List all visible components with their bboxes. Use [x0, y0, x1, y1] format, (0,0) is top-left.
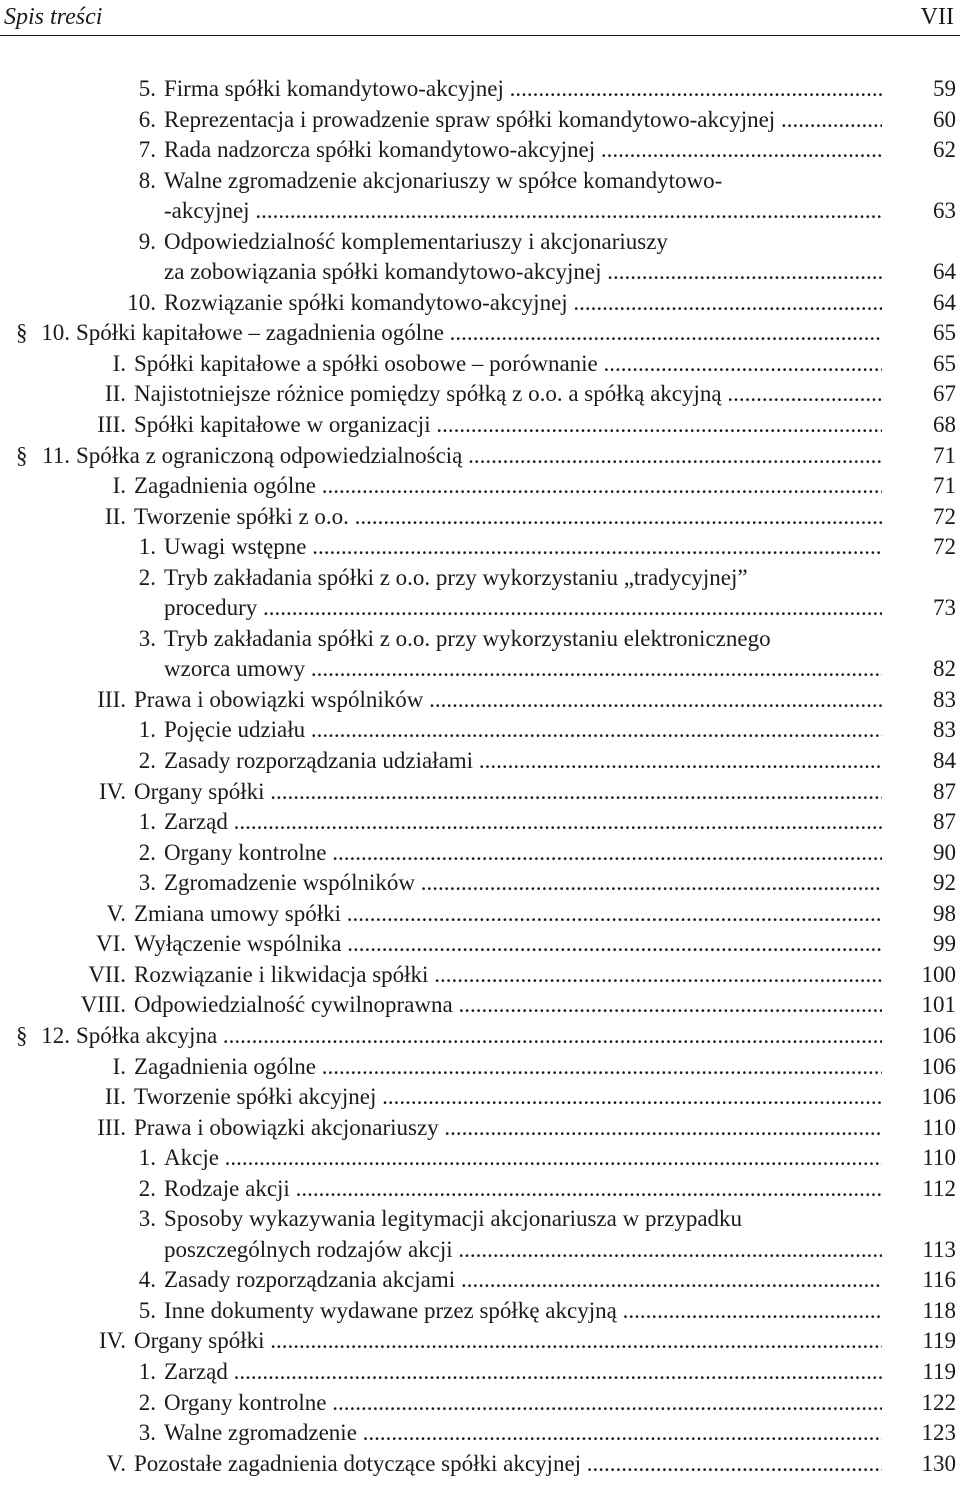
toc-entry-page: 72 [933, 503, 956, 529]
toc-entry-title: Organy spółki ..... [134, 1326, 882, 1357]
toc-entry-line [0, 563, 960, 594]
toc-entry[interactable] [0, 868, 960, 899]
toc-entry-page: 64 [933, 289, 956, 315]
toc-entry-title: Organy kontrolne ..... [164, 838, 882, 869]
toc-entry-line [0, 746, 960, 777]
toc-entry-line [0, 502, 960, 533]
toc-entry-page: 112 [922, 1175, 956, 1201]
toc-entry[interactable] [0, 410, 960, 441]
toc-entry-title: Tryb zakładania spółki z o.o. przy wykorzystaniu „tradycyjnej” [164, 564, 748, 590]
toc-entry[interactable] [0, 1052, 960, 1083]
toc-entry-page: 123 [921, 1420, 956, 1446]
toc-entry-title: Inne dokumenty wydawane przez spółkę akcyjną ..... [164, 1296, 882, 1327]
toc-entry-title: Zarząd ..... [164, 807, 882, 838]
toc-entry-title: Spółki kapitałowe a spółki osobowe – porównanie ..... [134, 349, 882, 380]
toc-entry-title: Prawa i obowiązki wspólników ..... [134, 685, 882, 716]
toc-entry[interactable] [0, 1113, 960, 1144]
section-sign: § [16, 442, 28, 468]
toc-entry-number: 2. [138, 748, 156, 774]
toc-entry[interactable] [0, 1265, 960, 1296]
toc-entry-title: Zasady rozporządzania akcjami ..... [164, 1265, 882, 1296]
toc-entry-number: 11. [42, 442, 70, 468]
toc-entry-title: Uwagi wstępne ..... [164, 532, 882, 563]
toc-entry-number: 1. [138, 809, 156, 835]
toc-entry-page: 64 [933, 259, 956, 285]
toc-entry-number: VII. [88, 961, 126, 987]
toc-entry-line [0, 441, 960, 472]
toc-entry-line [0, 410, 960, 441]
toc-entry[interactable] [0, 1082, 960, 1113]
toc-entry-line [0, 1052, 960, 1083]
toc-entry-title: Walne zgromadzenie ..... [164, 1418, 882, 1449]
toc-entry-number: 5. [138, 76, 156, 101]
toc-entry-line [0, 257, 960, 288]
header-title: Spis treści [4, 4, 103, 30]
toc-entry-number: 1. [138, 1358, 156, 1384]
toc-entry-line [0, 929, 960, 960]
toc-entry-page: 87 [933, 778, 956, 804]
toc-entry[interactable] [0, 288, 960, 319]
toc-entry-title: Organy spółki ..... [134, 777, 882, 808]
toc-entry-title: procedury ..... [164, 593, 882, 624]
toc-entry-title: Akcje ..... [164, 1143, 882, 1174]
toc-entry-title: Odpowiedzialność komplementariuszy i akcjonariuszy [164, 228, 668, 254]
toc-entry-title: Tworzenie spółki z o.o. ..... [134, 502, 882, 533]
toc-entry[interactable] [0, 471, 960, 502]
toc-entry-number: IV. [98, 778, 126, 804]
toc-entry-page: 83 [933, 717, 956, 743]
toc-entry-page: 100 [921, 961, 956, 987]
toc-entry-page: 106 [921, 1022, 956, 1048]
toc-entry[interactable] [0, 1204, 960, 1265]
toc-entry-title: Spółki kapitałowe w organizacji ..... [134, 410, 882, 441]
toc-entry-title: -akcyjnej ..... [164, 196, 882, 227]
toc-entry-line [0, 135, 960, 166]
toc-entry-title: Rodzaje akcji ..... [164, 1174, 882, 1205]
toc-entry[interactable] [0, 349, 960, 380]
toc-entry-title: Zasady rozporządzania udziałami ..... [164, 746, 882, 777]
toc-entry[interactable] [0, 1418, 960, 1449]
toc-entry-line [0, 1113, 960, 1144]
toc-entry-title: Spółka z ograniczoną odpowiedzialnością ..... [76, 441, 882, 472]
toc-entry-title: Zarząd ..... [164, 1357, 882, 1388]
table-of-contents [0, 74, 960, 1479]
toc-entry-line [0, 471, 960, 502]
toc-entry-line [0, 960, 960, 991]
section-sign: § [16, 1022, 28, 1048]
toc-entry-number: 6. [138, 106, 156, 132]
toc-entry-page: 84 [933, 748, 956, 774]
toc-entry[interactable] [0, 135, 960, 166]
toc-entry-title: Rada nadzorcza spółki komandytowo-akcyjnej ..... [164, 135, 882, 166]
toc-entry-page: 106 [921, 1084, 956, 1110]
toc-entry[interactable] [0, 624, 960, 685]
toc-entry-number: 2. [138, 1175, 156, 1201]
toc-entry-line [0, 1204, 960, 1235]
toc-entry[interactable] [0, 807, 960, 838]
toc-entry-line [0, 1449, 960, 1480]
header-page-number: VII [920, 4, 954, 30]
toc-entry-title: Prawa i obowiązki akcjonariuszy ..... [134, 1113, 882, 1144]
toc-entry[interactable] [0, 532, 960, 563]
toc-entry-page: 83 [933, 686, 956, 712]
toc-entry[interactable] [0, 227, 960, 288]
toc-entry-number: 3. [138, 625, 156, 651]
toc-entry-line [0, 105, 960, 136]
toc-entry-page: 99 [933, 931, 956, 957]
toc-entry-number: VIII. [80, 992, 126, 1018]
running-header [0, 0, 960, 36]
toc-entry-number: 9. [138, 228, 156, 254]
toc-entry-title: Spółka akcyjna ..... [76, 1021, 882, 1052]
toc-entry-line [0, 777, 960, 808]
toc-entry-title: Zagadnienia ogólne ..... [134, 1052, 882, 1083]
toc-entry[interactable] [0, 166, 960, 227]
toc-entry-line [0, 1418, 960, 1449]
toc-entry[interactable] [0, 715, 960, 746]
toc-entry-line [0, 288, 960, 319]
toc-entry-title: Zgromadzenie wspólników ..... [164, 868, 882, 899]
toc-entry-line [0, 654, 960, 685]
toc-entry[interactable] [0, 318, 960, 349]
toc-entry-number: 2. [138, 564, 156, 590]
toc-entry-page: 71 [933, 473, 956, 499]
toc-entry[interactable] [0, 838, 960, 869]
toc-entry-number: I. [112, 1053, 126, 1079]
toc-entry-line [0, 532, 960, 563]
toc-entry[interactable] [0, 1021, 960, 1052]
toc-entry-number: 12. [41, 1022, 70, 1048]
toc-entry-title: za zobowiązania spółki komandytowo-akcyjnej ..... [164, 257, 882, 288]
toc-entry-page: 90 [933, 839, 956, 865]
toc-entry-line [0, 685, 960, 716]
toc-entry[interactable] [0, 441, 960, 472]
toc-entry-number: 4. [138, 1267, 156, 1293]
toc-entry-number: 7. [138, 137, 156, 163]
toc-entry-line [0, 868, 960, 899]
toc-entry-line [0, 1265, 960, 1296]
toc-entry[interactable] [0, 1296, 960, 1327]
toc-entry-page: 65 [933, 320, 956, 346]
toc-entry-page: 122 [921, 1389, 956, 1415]
toc-entry-number: 5. [138, 1297, 156, 1323]
toc-entry-page: 65 [933, 350, 956, 376]
toc-entry-number: V. [106, 900, 126, 926]
toc-entry[interactable] [0, 1449, 960, 1480]
toc-entry-number: 3. [138, 1420, 156, 1446]
toc-entry-line [0, 227, 960, 258]
toc-entry-number: II. [104, 1084, 126, 1110]
toc-entry-page: 118 [922, 1297, 956, 1323]
toc-entry-line [0, 1143, 960, 1174]
toc-entry-number: II. [104, 381, 126, 407]
toc-entry-line [0, 1235, 960, 1266]
section-sign: § [16, 320, 28, 346]
toc-entry-line [0, 166, 960, 197]
toc-entry-number: III. [97, 1114, 126, 1140]
toc-entry-number: 1. [138, 717, 156, 743]
toc-entry-title: Reprezentacja i prowadzenie spraw spółki komandytowo-akcyjnej ..... [164, 105, 882, 136]
toc-entry-line [0, 593, 960, 624]
toc-entry-title: Rozwiązanie i likwidacja spółki ..... [134, 960, 882, 991]
toc-entry-line [0, 349, 960, 380]
toc-entry-number: III. [97, 412, 126, 438]
toc-entry-title: Walne zgromadzenie akcjonariuszy w spółce komandytowo- [164, 167, 723, 193]
toc-entry[interactable] [0, 990, 960, 1021]
toc-entry[interactable] [0, 960, 960, 991]
toc-entry-line [0, 715, 960, 746]
toc-entry-number: I. [112, 350, 126, 376]
toc-entry-page: 116 [922, 1267, 956, 1293]
toc-entry-title: poszczególnych rodzajów akcji ..... [164, 1235, 882, 1266]
toc-entry-number: 10. [127, 289, 156, 315]
toc-entry-page: 72 [933, 534, 956, 560]
toc-entry-page: 68 [933, 412, 956, 438]
toc-entry-page: 71 [933, 442, 956, 468]
toc-entry-page: 110 [922, 1145, 956, 1171]
toc-entry-title: Sposoby wykazywania legitymacji akcjonariusza w przypadku [164, 1206, 743, 1232]
toc-entry[interactable] [0, 74, 960, 105]
toc-entry[interactable] [0, 777, 960, 808]
toc-entry-page: 82 [933, 656, 956, 682]
toc-entry[interactable] [0, 746, 960, 777]
toc-entry-line [0, 1326, 960, 1357]
toc-entry-page: 130 [921, 1450, 956, 1476]
toc-entry-page: 101 [921, 992, 956, 1018]
toc-entry[interactable] [0, 1143, 960, 1174]
toc-entry-page: 119 [922, 1358, 956, 1384]
toc-entry-line [0, 1082, 960, 1113]
toc-entry-line [0, 1388, 960, 1419]
toc-entry-page: 110 [922, 1114, 956, 1140]
toc-entry-title: Zagadnienia ogólne ..... [134, 471, 882, 502]
toc-entry-page: 60 [933, 106, 956, 132]
toc-entry-number: V. [106, 1450, 126, 1476]
toc-entry-line [0, 807, 960, 838]
toc-entry-line [0, 624, 960, 655]
toc-entry-number: 8. [138, 167, 156, 193]
toc-entry-title: Rozwiązanie spółki komandytowo-akcyjnej ..... [164, 288, 882, 319]
toc-entry-page: 106 [921, 1053, 956, 1079]
toc-entry[interactable] [0, 1357, 960, 1388]
toc-entry-number: VI. [95, 931, 126, 957]
toc-entry[interactable] [0, 379, 960, 410]
toc-entry-page: 87 [933, 809, 956, 835]
toc-entry-number: II. [104, 503, 126, 529]
toc-entry-title: Pozostałe zagadnienia dotyczące spółki akcyjnej ..... [134, 1449, 882, 1480]
toc-entry-number: 2. [138, 1389, 156, 1415]
toc-entry-line [0, 1021, 960, 1052]
toc-entry[interactable] [0, 685, 960, 716]
toc-entry[interactable] [0, 899, 960, 930]
toc-entry-page: 119 [922, 1328, 956, 1354]
toc-entry-line [0, 1296, 960, 1327]
toc-entry-title: Najistotniejsze różnice pomiędzy spółką z o.o. a spółką akcyjną ..... [134, 379, 882, 410]
toc-entry-number: 10. [41, 320, 70, 346]
toc-entry[interactable] [0, 1174, 960, 1205]
toc-entry-number: 3. [138, 870, 156, 896]
toc-entry[interactable] [0, 502, 960, 533]
toc-entry-title: Pojęcie udziału ..... [164, 715, 882, 746]
toc-entry-title: Zmiana umowy spółki ..... [134, 899, 882, 930]
toc-entry-page: 92 [933, 870, 956, 896]
toc-entry-line [0, 379, 960, 410]
toc-entry-page: 67 [933, 381, 956, 407]
toc-entry-number: 1. [138, 1145, 156, 1171]
toc-entry-title: Spółki kapitałowe – zagadnienia ogólne ..... [76, 318, 882, 349]
toc-entry-title: wzorca umowy ..... [164, 654, 882, 685]
toc-entry-title: Tworzenie spółki akcyjnej ..... [134, 1082, 882, 1113]
toc-entry-line [0, 74, 960, 105]
toc-entry-title: Wyłączenie wspólnika ..... [134, 929, 882, 960]
toc-entry-title: Odpowiedzialność cywilnoprawna ..... [134, 990, 882, 1021]
toc-entry-page: 98 [933, 900, 956, 926]
toc-entry-page: 62 [933, 137, 956, 163]
toc-entry-page: 63 [933, 198, 956, 224]
toc-entry-page: 59 [933, 76, 956, 101]
toc-entry-line [0, 899, 960, 930]
toc-entry-number: IV. [98, 1328, 126, 1354]
header-rule [0, 35, 960, 36]
toc-entry-page: 113 [922, 1236, 956, 1262]
toc-entry-line [0, 318, 960, 349]
toc-entry-line [0, 990, 960, 1021]
toc-entry-line [0, 1174, 960, 1205]
toc-entry[interactable] [0, 929, 960, 960]
toc-entry-number: III. [97, 686, 126, 712]
toc-entry-title: Organy kontrolne ..... [164, 1388, 882, 1419]
toc-entry-line [0, 196, 960, 227]
toc-entry-line [0, 1357, 960, 1388]
toc-entry-number: 1. [138, 534, 156, 560]
toc-entry[interactable] [0, 1326, 960, 1357]
toc-entry[interactable] [0, 105, 960, 136]
toc-entry-number: 3. [138, 1206, 156, 1232]
toc-entry[interactable] [0, 1388, 960, 1419]
toc-entry-line [0, 838, 960, 869]
toc-entry-number: 2. [138, 839, 156, 865]
toc-entry-title: Firma spółki komandytowo-akcyjnej ..... [164, 74, 882, 105]
toc-entry-page: 73 [933, 595, 956, 621]
toc-entry-title: Tryb zakładania spółki z o.o. przy wykorzystaniu elektronicznego [164, 625, 771, 651]
toc-entry-number: I. [112, 473, 126, 499]
toc-entry[interactable] [0, 563, 960, 624]
